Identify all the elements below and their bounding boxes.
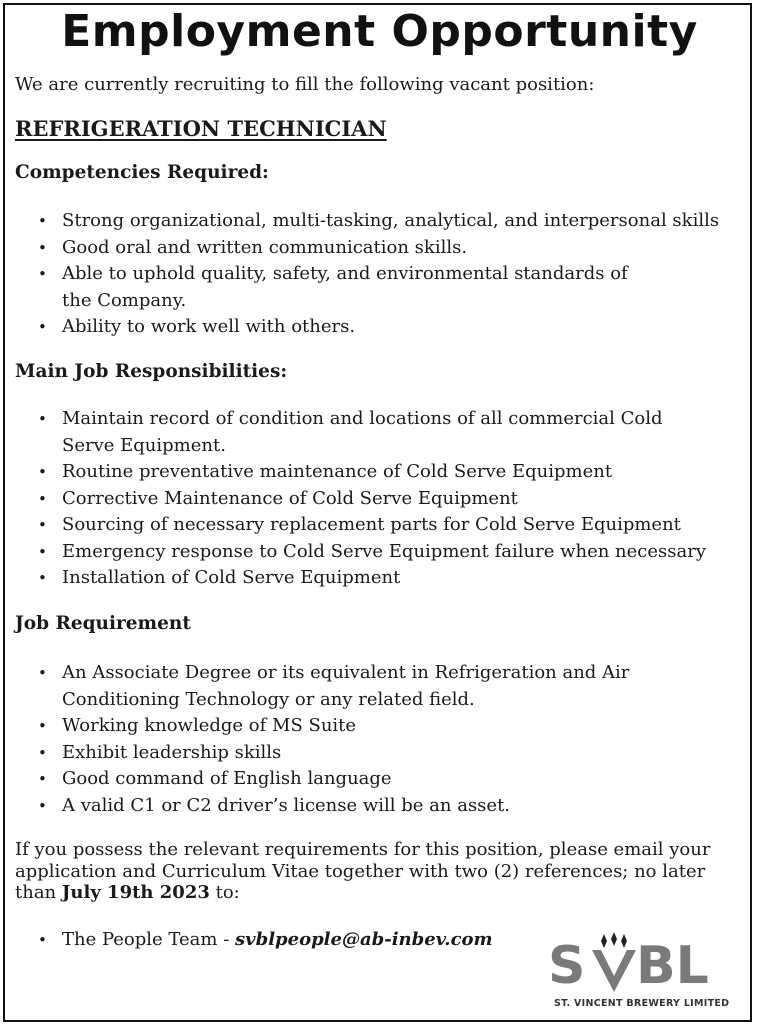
logo-letter-s: S	[548, 936, 586, 996]
responsibilities-heading: Main Job Responsibilities:	[15, 361, 288, 382]
competencies-list	[0, 208, 745, 341]
closing-suffix: to:	[215, 882, 240, 903]
list-item: • Working knowledge of MS Suite	[0, 713, 745, 740]
responsibilities-list	[0, 406, 745, 592]
wheat-v-icon	[586, 932, 642, 994]
list-item: • A valid C1 or C2 driver’s license will be an asset.	[0, 793, 745, 820]
requirements-list	[0, 660, 745, 819]
requirements-heading: Job Requirement	[15, 613, 191, 634]
list-item: • Routine preventative maintenance of Cold Serve Equipment	[0, 459, 745, 486]
list-item: • Installation of Cold Serve Equipment	[0, 565, 745, 592]
company-logo	[544, 932, 734, 1012]
page-title: Employment Opportunity	[61, 6, 698, 57]
deadline-date: July 19th 2023	[61, 882, 210, 903]
list-item: • Good oral and written communication skills.	[0, 235, 745, 262]
closing-paragraph	[15, 839, 740, 904]
contact-label: The People Team -	[62, 929, 230, 950]
contact-email[interactable]: svblpeople@ab-inbev.com	[235, 929, 493, 950]
intro-text: We are currently recruiting to fill the following vacant position:	[15, 74, 595, 95]
list-item: • Maintain record of condition and locations of all commercial Cold Serve Equipment.	[0, 406, 745, 459]
logo-letters-bl: BL	[636, 936, 709, 996]
competencies-heading: Competencies Required:	[15, 162, 269, 183]
list-item: • Strong organizational, multi-tasking, analytical, and interpersonal skills	[0, 208, 745, 235]
list-item: • Exhibit leadership skills	[0, 740, 745, 767]
list-item: • Emergency response to Cold Serve Equipment failure when necessary	[0, 539, 745, 566]
list-item: • Ability to work well with others.	[0, 314, 745, 341]
list-item: • Able to uphold quality, safety, and environmental standards of the Company.	[0, 261, 745, 314]
position-title: REFRIGERATION TECHNICIAN	[15, 116, 387, 141]
logo-company-name: ST. VINCENT BREWERY LIMITED	[554, 998, 730, 1009]
list-item: • Corrective Maintenance of Cold Serve Equipment	[0, 486, 745, 513]
list-item: • Good command of English language	[0, 766, 745, 793]
closing-text: If you possess the relevant requirements for this position, please email your application and Curriculum Vitae together with two (2) references; no later than	[15, 839, 711, 903]
list-item: • Sourcing of necessary replacement parts for Cold Serve Equipment	[0, 512, 745, 539]
list-item: • An Associate Degree or its equivalent in Refrigeration and Air Conditioning Technology or any related field.	[0, 660, 745, 713]
